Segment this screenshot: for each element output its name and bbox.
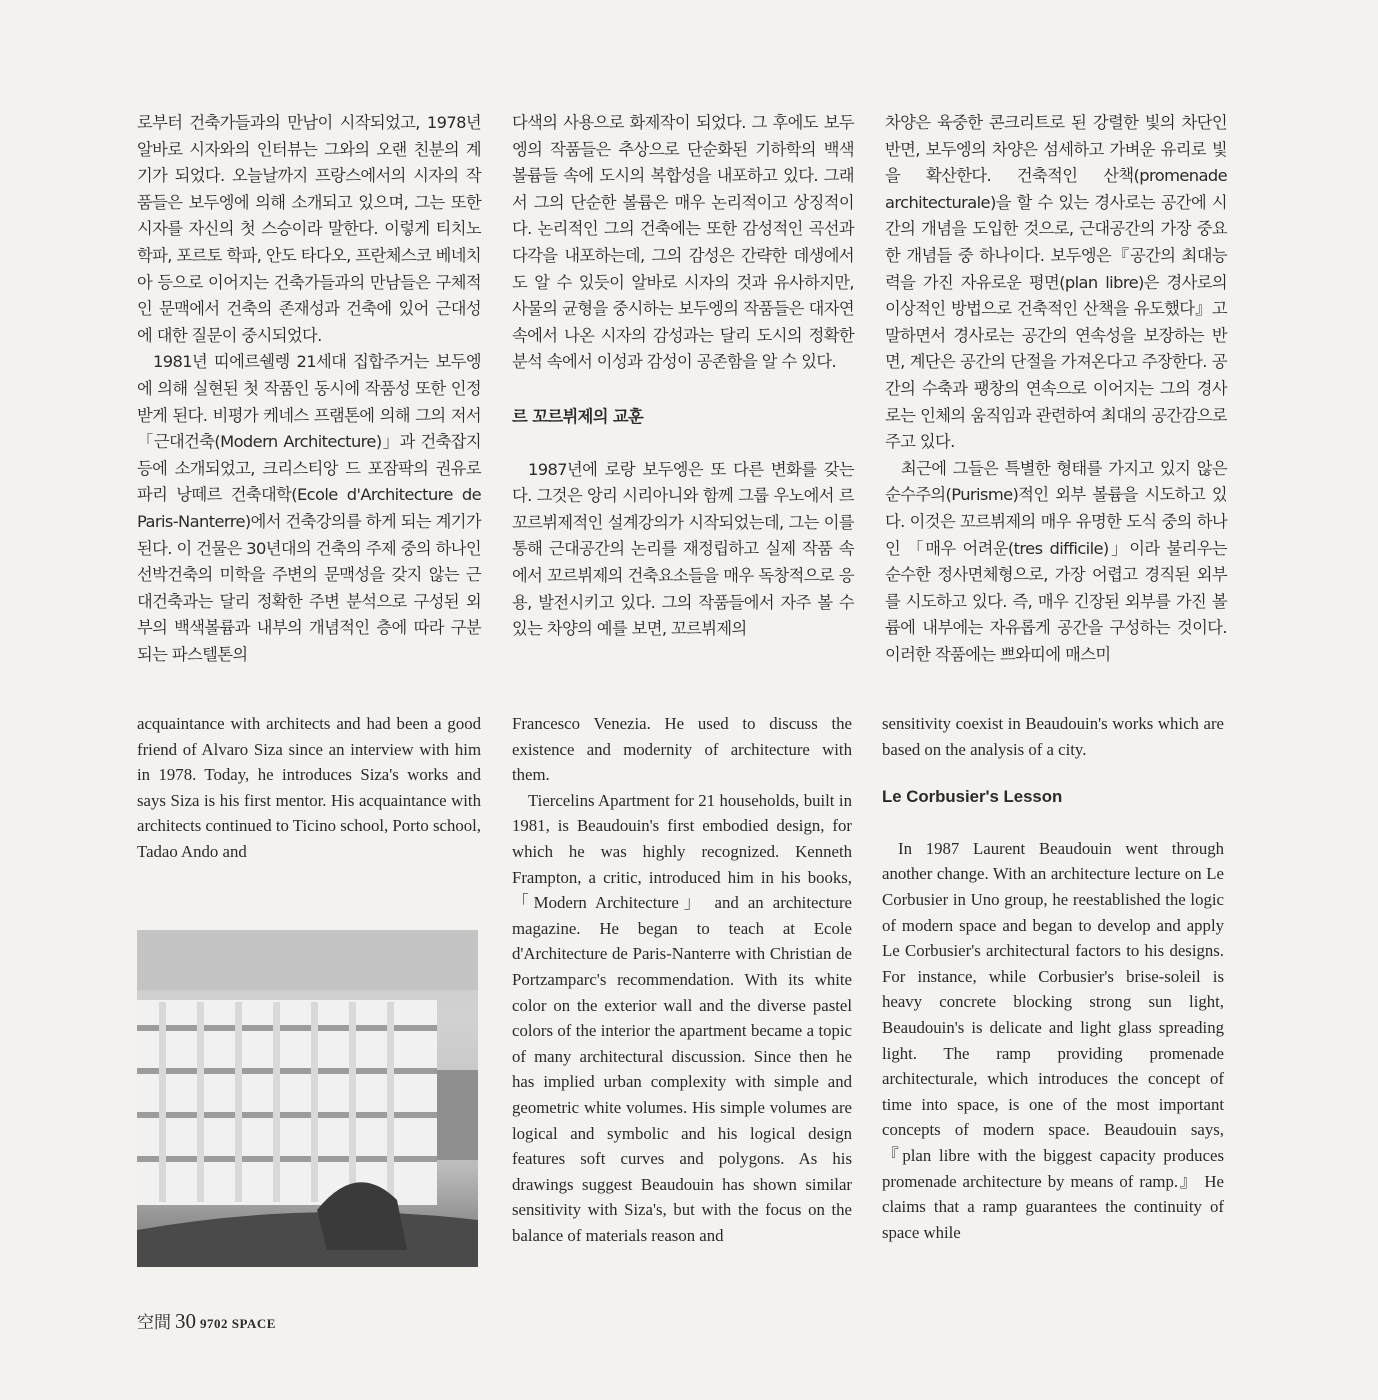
section-heading: Le Corbusier's Lesson: [882, 787, 1063, 807]
paragraph: sensitivity coexist in Beaudouin's works which are based on the analysis of a city.: [882, 714, 1224, 759]
paragraph: 차양은 육중한 콘크리트로 된 강렬한 빛의 차단인 반면, 보두엥의 차양은 섬세하고 가벼운 유리로 빛을 확산한다. 건축적인 산책(promenade architecturale)을 할 수 있는 경사로는 공간에 시간의 개념을 도입한 것으로, 근대공간의 가장 중요한 개념들 중 하나이다. 보두엥은『공간의 최대능력을 가진 자유로운 평면(plan libre)은 경사로의 이상적인 방법으로 건축적인 산책을 유도했다』고 말하면서 경사로는 공간의 연속성을 보장하는 반면, 계단은 공간의 단절을 가져온다고 주장한다. 공간의 수축과 팽창의 연속으로 이어지는 그의 경사로는 인체의 움직임과 관련하여 최대의 공간감으로 주고 있다.: [885, 113, 1227, 452]
issue-label: 9702 SPACE: [200, 1316, 276, 1331]
korean-column-3: [885, 110, 1227, 668]
magazine-logo: 空間: [137, 1313, 171, 1332]
building-photo-drawing: [137, 930, 478, 1267]
paragraph: 다색의 사용으로 화제작이 되었다. 그 후에도 보두엥의 작품들은 추상으로 단순화된 기하학의 백색 볼륨들 속에 도시의 복합성을 내포하고 있다. 그래서 그의 단순한 볼륨은 매우 논리적이고 상징적이다. 논리적인 그의 건축에는 또한 감성적인 곡선과 다각을 내포하는데, 그의 감성은 간략한 데생에서도 알 수 있듯이 알바로 시자의 것과 유사하지만, 사물의 균형을 중시하는 보두엥의 작품들은 대자연 속에서 나온 시자의 감성과는 달리 도시의 정확한 분석 속에서 이성과 감성이 공존함을 알 수 있다.: [512, 113, 854, 372]
building-photo: [137, 930, 478, 1267]
paragraph: 로부터 건축가들과의 만남이 시작되었고, 1978년 알바로 시자와의 인터뷰는 그와의 오랜 친분의 계기가 되었다. 오늘날까지 프랑스에서의 시자의 작품들은 보두엥에 의해 소개되고 있으며, 그는 또한 시자를 자신의 첫 스승이라 말한다. 이렇게 티치노 학파, 포르토 학파, 안도 타다오, 프란체스코 베네치아 등으로 이어지는 건축가들과의 만남들은 구체적인 문맥에서 건축의 존재성과 건축에 있어 근대성에 대한 질문이 중시되었다.: [137, 113, 481, 345]
paragraph: In 1987 Laurent Beaudouin went through another change. With an architecture lecture on Le Corbusier in Uno group, he reestablished the logic of modern space and began to develop and apply Le Corbusier's architectural factors to his designs. For instance, while Corbusier's brise-soleil is heavy concrete blocking strong sun light, Beaudouin's is delicate and light glass spreading light. The ramp providing promenade architecturale, which introduces the concept of time into space, is one of the most important concepts of modern space. Beaudouin says, 『plan libre with the biggest capacity produces promenade architecture by means of ramp.』 He claims that a ramp guarantees the continuity of space while: [882, 838, 1224, 1242]
paragraph: 1981년 띠에르쉘렝 21세대 집합주거는 보두엥에 의해 실현된 첫 작품인 동시에 작품성 또한 인정받게 된다. 비평가 케네스 프램톤에 의해 그의 저서 「근대건축(Modern Architecture)」과 건축잡지 등에 소개되었고, 크리스티앙 드 포잠팍의 권유로 파리 낭떼르 건축대학(Ecole d'Architecture de Paris-Nanterre)에서 건축강의를 하게 되는 계기가 된다. 이 건물은 30년대의 건축의 주제 중의 하나인 선박건축의 미학을 주변의 문맥성을 갖지 않는 근대건축과는 달리 정확한 주변 분석으로 구성된 외부의 백색볼륨과 내부의 개념적인 층에 따라 구분되는 파스텔톤의: [137, 352, 481, 664]
korean-column-2: [512, 110, 854, 643]
page-footer: [137, 1308, 276, 1334]
page-number: 30: [175, 1309, 196, 1333]
paragraph: Francesco Venezia. He used to discuss the existence and modernity of architecture with them.: [512, 714, 852, 785]
english-column-3: [882, 711, 1224, 1245]
paragraph: 최근에 그들은 특별한 형태를 가지고 있지 않은 순수주의(Purisme)적인 외부 볼륨을 시도하고 있다. 이것은 꼬르뷔제의 매우 유명한 도식 중의 하나인 「매우 어려운(tres difficile)」이라 불리우는 순수한 정사면체형으로, 가장 어렵고 경직된 외부를 시도하고 있다. 즉, 매우 긴장된 외부를 가진 볼륨에 내부에는 자유롭게 공간을 구성하는 것이다. 이러한 작품에는 쁘와띠에 매스미: [885, 458, 1227, 664]
english-column-2: [512, 711, 852, 1248]
korean-column-1: [137, 110, 481, 668]
paragraph: 1987년에 로랑 보두엥은 또 다른 변화를 갖는다. 그것은 앙리 시리아니와 함께 그룹 우노에서 르 꼬르뷔제적인 설계강의가 시작되었는데, 그는 이를 통해 근대공간의 논리를 재정립하고 실제 작품 속에서 꼬르뷔제의 건축요소들을 매우 독창적으로 응용, 발전시키고 있다. 그의 작품들에서 자주 볼 수 있는 차양의 예를 보면, 꼬르뷔제의: [512, 459, 854, 639]
section-heading: 르 꼬르뷔제의 교훈: [512, 406, 644, 426]
paragraph: acquaintance with architects and had been a good friend of Alvaro Siza since an interview with him in 1978. Today, he introduces Siza's works and says Siza is his first mentor. His acquaintance with architects continued to Ticino school, Porto school, Tadao Ando and: [137, 714, 481, 861]
english-column-1: [137, 711, 481, 865]
paragraph: Tiercelins Apartment for 21 households, built in 1981, is Beaudouin's first embodied design, for which he was highly recognized. Kenneth Frampton, a critic, introduced him in his books, 「Modern Architecture」 and an architecture magazine. He began to teach at Ecole d'Architecture de Paris-Nanterre with Christian de Portzamparc's recommendation. With its white color on the exterior wall and the diverse pastel colors of the interior the apartment became a topic of many architectural discussion. Since then he has implied urban complexity with simple and geometric white volumes. His simple volumes are logical and symbolic and his logical design features soft curves and polygons. As his drawings suggest Beaudouin has shown similar sensitivity with Siza's, but with the focus on the balance of materials reason and: [512, 790, 852, 1245]
